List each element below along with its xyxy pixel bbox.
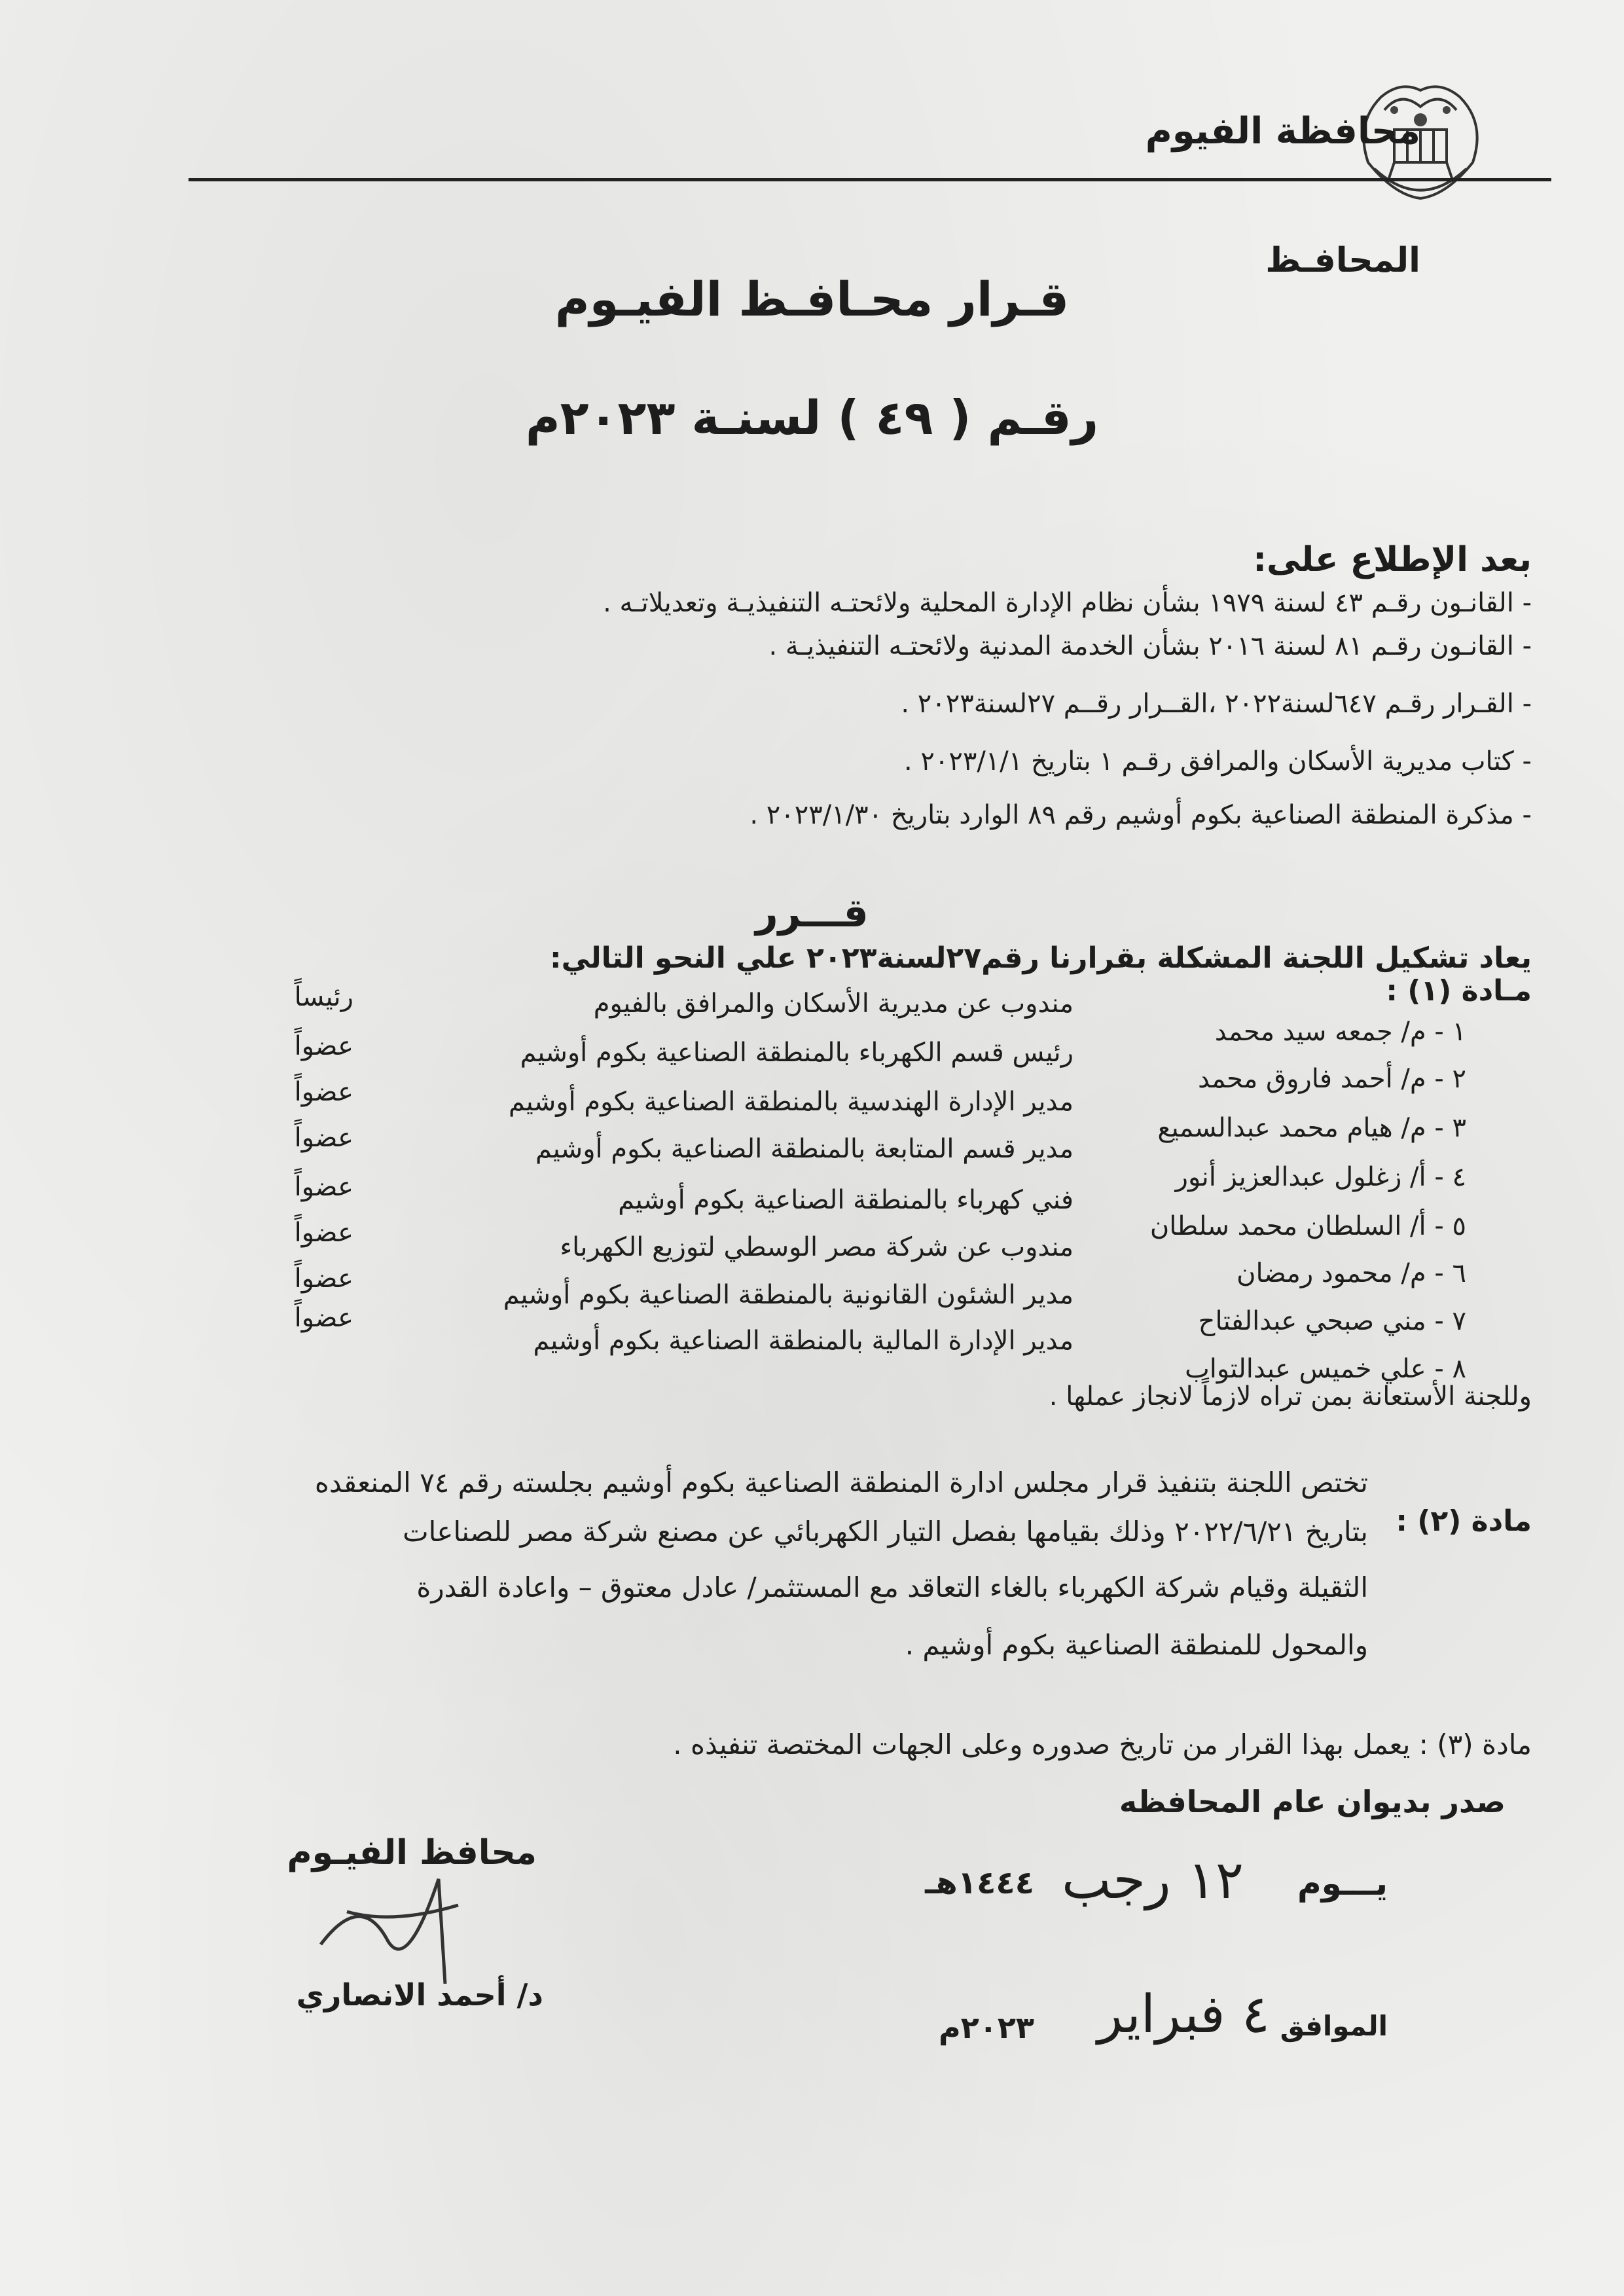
member-name: ٥ - أ/ السلطان محمد سلطان <box>1149 1211 1466 1241</box>
member-name: ٧ - مني صبحي عبدالفتاح <box>1198 1306 1466 1336</box>
preamble-item: - القـرار رقـم ٦٤٧لسنة٢٠٢٢ ،القــرار رقــم ٢٧لسنة٢٠٢٣ . <box>901 689 1532 719</box>
article1-text: يعاد تشكيل اللجنة المشكلة بقرارنا رقم٢٧لسنة٢٠٢٣ علي النحو التالي: <box>549 941 1532 975</box>
member-title: مندوب عن مديرية الأسكان والمرافق بالفيوم <box>593 989 1074 1019</box>
member-name: ٣ - م/ هيام محمد عبدالسميع <box>1157 1113 1466 1143</box>
member-name: ٦ - م/ محمود رمضان <box>1236 1258 1466 1288</box>
governor-title: محافظ الفيـوم <box>287 1833 537 1872</box>
decision-heading: قـــرر <box>755 890 869 936</box>
member-title: مدير الإدارة المالية بالمنطقة الصناعية بكوم أوشيم <box>533 1326 1074 1356</box>
header-divider <box>189 178 1551 181</box>
decree-title: قـرار محـافـظ الفيـوم <box>554 272 1070 327</box>
member-role: عضواً <box>294 1031 353 1061</box>
member-role: عضواً <box>294 1123 353 1153</box>
article1-label: مـادة (١) : <box>1386 974 1532 1008</box>
muwafiq-handwritten: ٤ فبراير <box>1097 1984 1270 2045</box>
member-title: رئيس قسم الكهرباء بالمنطقة الصناعية بكوم أوشيم <box>520 1038 1074 1068</box>
member-role: عضواً <box>294 1303 353 1333</box>
member-title: مندوب عن شركة مصر الوسطي لتوزيع الكهرباء <box>560 1232 1074 1262</box>
issuer-role: المحافـظ <box>1265 241 1420 280</box>
preamble-item: - كتاب مديرية الأسكان والمرافق رقـم ١ بتاريخ ٢٠٢٣/١/١ . <box>903 746 1532 776</box>
governor-name: د/ أحمد الانصاري <box>296 1977 543 2013</box>
signature-scrawl-icon <box>308 1853 478 1997</box>
article2-line: بتاريخ ٢٠٢٢/٦/٢١ وذلك بقيامها بفصل التيار الكهربائي عن مصنع شركة مصر للصناعات <box>403 1516 1368 1548</box>
member-name: ٤ - أ/ زغلول عبدالعزيز أنور <box>1175 1162 1466 1192</box>
article2-line: تختص اللجنة بتنفيذ قرار مجلس ادارة المنطقة الصناعية بكوم أوشيم بجلسته رقم ٧٤ المنعقده <box>314 1467 1368 1499</box>
gregorian-year: ٢٠٢٣م <box>938 2010 1034 2045</box>
member-title: فني كهرباء بالمنطقة الصناعية بكوم أوشيم <box>618 1185 1074 1215</box>
member-role: عضواً <box>294 1264 353 1294</box>
day-label: يـــوم <box>1297 1865 1388 1903</box>
member-name: ٢ - م/ أحمد فاروق محمد <box>1197 1064 1466 1094</box>
member-role: عضواً <box>294 1077 353 1107</box>
article3-text: مادة (٣) : يعمل بهذا القرار من تاريخ صدوره وعلى الجهات المختصة تنفيذه . <box>673 1728 1532 1760</box>
preamble-item: - مذكرة المنطقة الصناعية بكوم أوشيم رقم ٨٩ الوارد بتاريخ ٢٠٢٣/١/٣٠ . <box>749 800 1532 830</box>
article2-label: مادة (٢) : <box>1396 1504 1532 1538</box>
member-title: مدير الإدارة الهندسية بالمنطقة الصناعية بكوم أوشيم <box>509 1087 1074 1117</box>
article1-closing: وللجنة الأستعانة بمن تراه لازماً لانجاز عملها . <box>1049 1381 1532 1412</box>
member-name: ١ - م/ جمعه سيد محمد <box>1214 1017 1466 1047</box>
member-role: عضواً <box>294 1172 353 1202</box>
member-name: ٨ - علي خميس عبدالتواب <box>1185 1354 1466 1384</box>
issued-at: صدر بديوان عام المحافظه <box>1119 1784 1506 1819</box>
day-handwritten: ١٢ رجب <box>1061 1850 1244 1910</box>
member-title: مدير الشئون القانونية بالمنطقة الصناعية بكوم أوشيم <box>503 1280 1074 1310</box>
preamble-item: - القانـون رقـم ٨١ لسنة ٢٠١٦ بشأن الخدمة المدنية ولائحتـه التنفيذيـة . <box>768 631 1532 661</box>
member-title: مدير قسم المتابعة بالمنطقة الصناعية بكوم أوشيم <box>535 1134 1074 1164</box>
article2-line: الثقيلة وقيام شركة الكهرباء بالغاء التعاقد مع المستثمر/ عادل معتوق – واعادة القدرة <box>416 1571 1368 1603</box>
article2-line: والمحول للمنطقة الصناعية بكوم أوشيم . <box>905 1629 1368 1661</box>
organization-name: محافظة الفيوم <box>1145 110 1420 153</box>
preamble-heading: بعد الإطلاع على: <box>1253 540 1532 579</box>
member-role: رئيساً <box>294 982 353 1012</box>
hijri-year: ١٤٤٤هـ <box>925 1865 1034 1901</box>
member-role: عضواً <box>294 1218 353 1248</box>
decree-number: رقـم ( ٤٩ ) لسنـة ٢٠٢٣م <box>525 390 1099 445</box>
muwafiq-label: الموافق <box>1280 2010 1388 2042</box>
preamble-item: - القانـون رقـم ٤٣ لسنة ١٩٧٩ بشأن نظام الإدارة المحلية ولائحتـه التنفيذيـة وتعديلاتـه . <box>603 588 1532 618</box>
